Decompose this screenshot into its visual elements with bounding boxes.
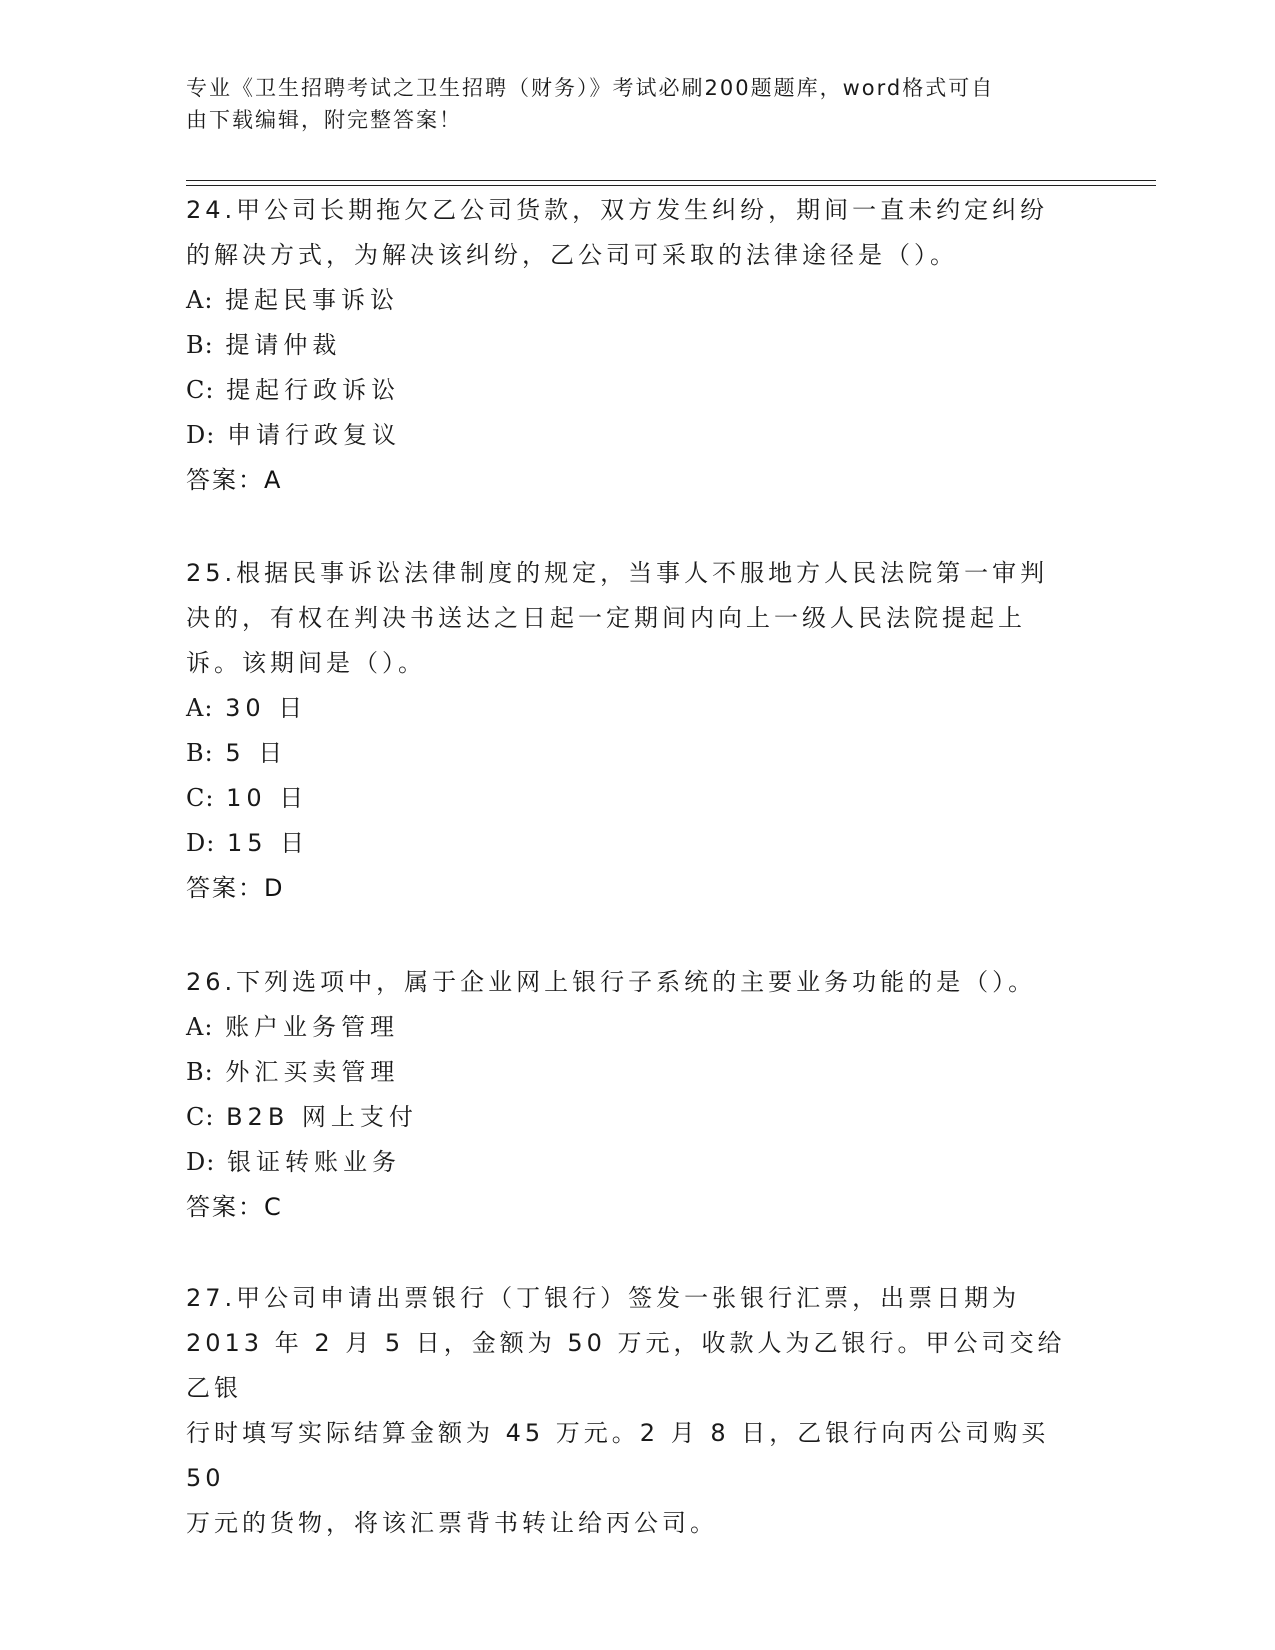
question-text: 24.甲公司长期拖欠乙公司货款，双方发生纠纷，期间一直未约定纠纷 <box>186 196 1049 224</box>
question-text: 25.根据民事诉讼法律制度的规定，当事人不服地方人民法院第一审判 <box>186 559 1049 587</box>
question-text: 26.下列选项中，属于企业网上银行子系统的主要业务功能的是（）。 <box>186 968 1037 996</box>
option-c <box>186 776 1086 821</box>
option-key: D: <box>186 1148 216 1176</box>
question-text: 诉。该期间是（）。 <box>186 649 426 677</box>
option-text: 申请行政复议 <box>226 421 401 449</box>
header-line: 由下载编辑，附完整答案！ <box>186 108 462 132</box>
option-text: 提请仲裁 <box>225 331 342 359</box>
option-text: 5 日 <box>225 739 288 767</box>
question-text: 的解决方式，为解决该纠纷，乙公司可采取的法律途径是（）。 <box>186 241 958 269</box>
option-key: C: <box>186 376 215 404</box>
question-text: 行时填写实际结算金额为 45 万元。2 月 8 日，乙银行向丙公司购买 50 <box>186 1419 1050 1492</box>
option-key: A: <box>186 286 214 314</box>
option-text: 10 日 <box>226 784 309 812</box>
option-b <box>186 323 1086 368</box>
option-key: D: <box>186 829 216 857</box>
option-text: 外汇买卖管理 <box>225 1058 400 1086</box>
question-text: 决的，有权在判决书送达之日起一定期间内向上一级人民法院提起上 <box>186 604 1026 632</box>
option-key: B: <box>186 739 214 767</box>
question-text: 万元的货物，将该汇票背书转让给丙公司。 <box>186 1509 718 1537</box>
option-a <box>186 686 1086 731</box>
option-key: B: <box>186 331 214 359</box>
option-b <box>186 731 1086 776</box>
option-c <box>186 1095 1086 1140</box>
question-text: 27.甲公司申请出票银行（丁银行）签发一张银行汇票，出票日期为 <box>186 1284 1021 1312</box>
option-text: 15 日 <box>226 829 310 857</box>
document-header <box>186 72 1066 136</box>
header-divider-top <box>186 180 1156 181</box>
option-d <box>186 821 1086 866</box>
answer-line: 答案：D <box>186 874 285 902</box>
question-27 <box>186 1276 1086 1546</box>
header-line: 专业《卫生招聘考试之卫生招聘（财务）》考试必刷200题题库，word格式可自 <box>186 76 995 100</box>
option-key: C: <box>186 1103 215 1131</box>
option-d <box>186 413 1086 458</box>
option-text: 账户业务管理 <box>225 1013 400 1041</box>
option-text: B2B 网上支付 <box>226 1103 418 1131</box>
question-24 <box>186 188 1086 503</box>
question-26 <box>186 960 1086 1230</box>
question-25 <box>186 551 1086 911</box>
option-key: D: <box>186 421 216 449</box>
option-key: A: <box>186 1013 214 1041</box>
question-text: 2013 年 2 月 5 日，金额为 50 万元，收款人为乙银行。甲公司交给乙银 <box>186 1329 1066 1402</box>
option-d <box>186 1140 1086 1185</box>
option-a <box>186 278 1086 323</box>
option-key: C: <box>186 784 215 812</box>
answer-line: 答案：A <box>186 466 283 494</box>
option-a <box>186 1005 1086 1050</box>
option-key: B: <box>186 1058 214 1086</box>
answer-line: 答案：C <box>186 1193 283 1221</box>
option-text: 提起民事诉讼 <box>225 286 400 314</box>
option-text: 30 日 <box>225 694 308 722</box>
option-b <box>186 1050 1086 1095</box>
option-key: A: <box>186 694 214 722</box>
option-text: 提起行政诉讼 <box>226 376 401 404</box>
header-divider-bottom <box>186 185 1156 186</box>
option-text: 银证转账业务 <box>226 1148 401 1176</box>
option-c <box>186 368 1086 413</box>
